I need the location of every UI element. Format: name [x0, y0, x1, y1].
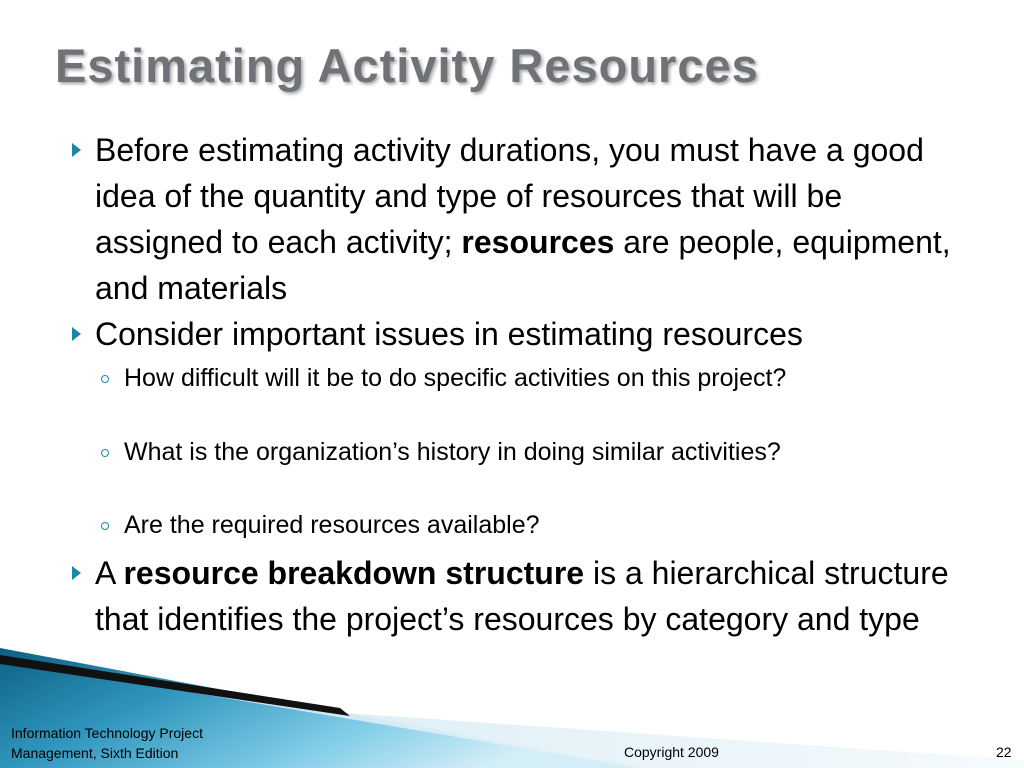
triangle-right-icon	[72, 566, 81, 580]
open-circle-icon	[101, 375, 109, 383]
subbullet-text: How difficult will it be to do specific activities on this project?	[124, 364, 787, 392]
footer-copyright: Copyright 2009	[624, 744, 719, 760]
footer-source-line: Information Technology Project	[11, 725, 203, 741]
bullet-text: A	[95, 555, 124, 591]
bullet-rbs-definition	[95, 550, 975, 642]
subbullet-availability	[124, 508, 904, 542]
footer-source-line: Management, Sixth Edition	[11, 745, 179, 761]
bullet-bold-term: resources	[461, 224, 615, 260]
open-circle-icon	[101, 522, 109, 530]
slide-number: 22	[996, 744, 1012, 760]
bullet-text: Before estimating activity durations, you must have a good idea of the quantity and type of resources that will be assigned to each activity;	[95, 132, 924, 260]
bullet-bold-term: resource breakdown structure	[123, 555, 585, 591]
footer-source	[11, 723, 261, 763]
subbullet-history	[124, 435, 904, 469]
bullet-text: Consider important issues in estimating resources	[95, 316, 803, 352]
bullet-resources-definition	[95, 127, 975, 311]
slide-title: Estimating Activity Resources	[55, 39, 759, 92]
triangle-right-icon	[72, 143, 81, 157]
bullet-consider-issues	[95, 311, 975, 357]
subbullet-text: What is the organization’s history in doing similar activities?	[124, 438, 781, 466]
bullet-text: is a hierarchical structure that identifies the project’s resources by category and type	[95, 555, 949, 637]
subbullet-difficulty	[124, 361, 904, 395]
bullet-text: are people, equipment, and materials	[95, 224, 951, 306]
triangle-right-icon	[72, 327, 81, 341]
subbullet-text: Are the required resources available?	[124, 511, 540, 539]
open-circle-icon	[101, 449, 109, 457]
